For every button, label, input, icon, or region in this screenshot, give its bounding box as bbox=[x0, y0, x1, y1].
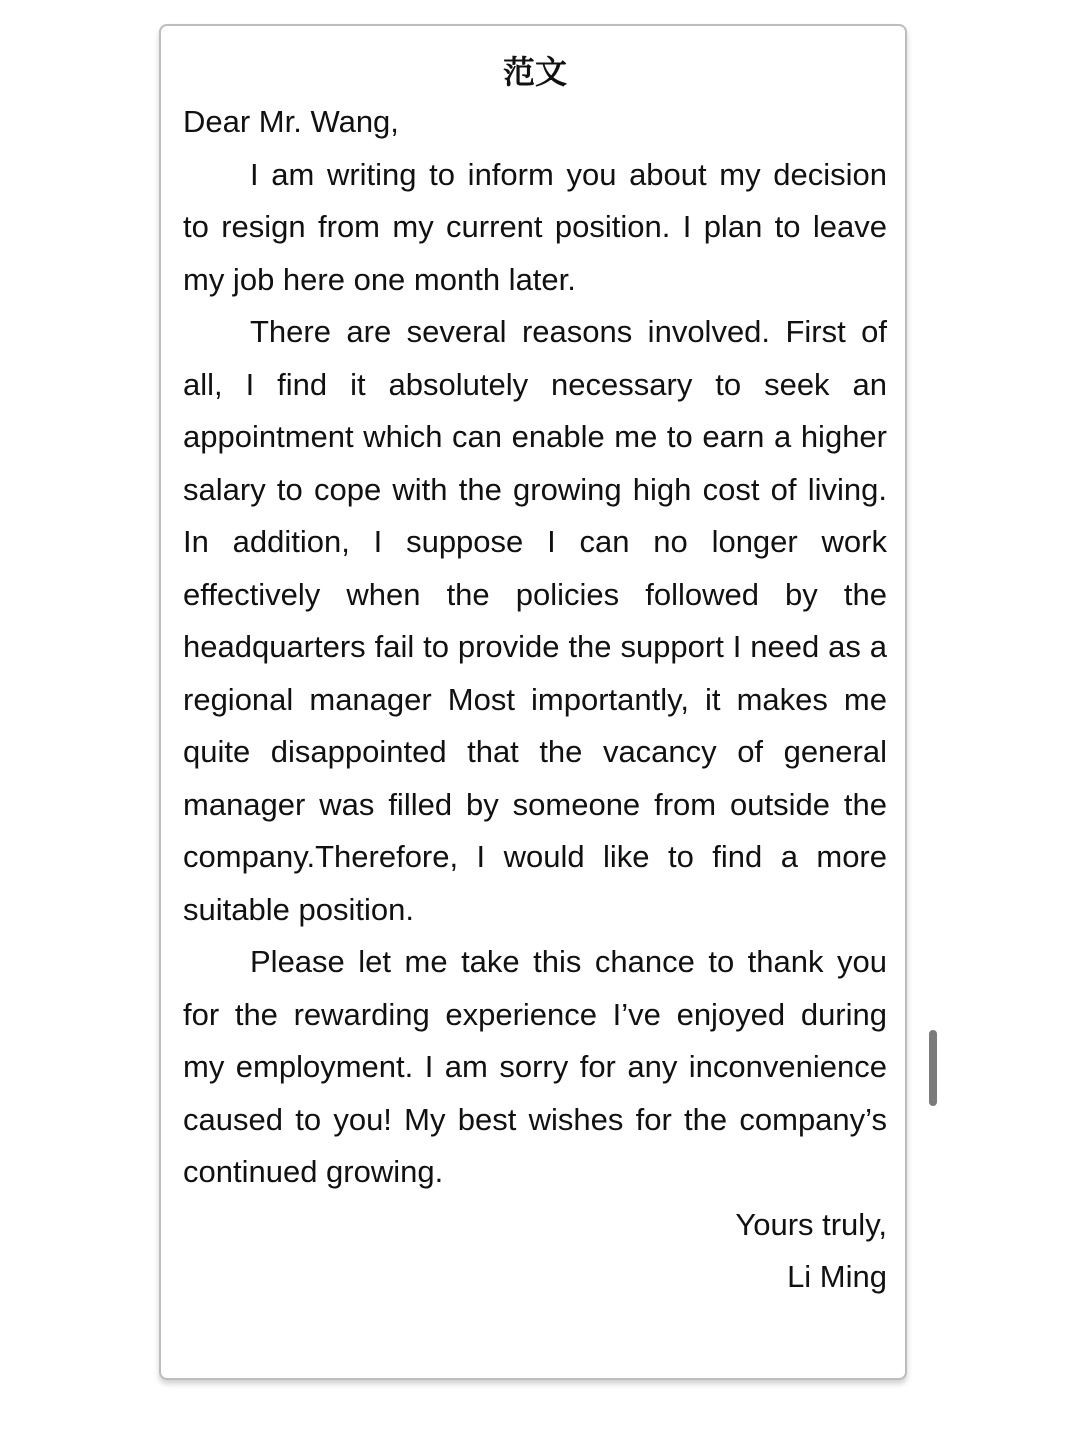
document-title: 范文 bbox=[502, 53, 567, 91]
paragraph-1: I am writing to inform you about my decision to resign from my current position. I plan to leave my job here one month later. bbox=[183, 156, 887, 297]
signature: Li Ming bbox=[787, 1259, 887, 1294]
document-content bbox=[183, 50, 887, 1304]
paragraph-2: There are several reasons involved. First of all, I find it absolutely necessary to seek an appointment which can enable me to earn a higher salary to cope with the growing high cost of living. In addition, I suppose I can no longer work effectively when the policies followed by the headquarters fail to provide the support I need as a regional manager Most importantly, it makes me quite disappointed that the vacancy of general manager was filled by someone from outside the company.Therefore, I would like to find a more suitable position. bbox=[183, 314, 887, 927]
salutation: Dear Mr. Wang, bbox=[183, 104, 399, 139]
vertical-scrollbar[interactable] bbox=[929, 1030, 937, 1106]
paragraph-3: Please let me take this chance to thank you for the rewarding experience I’ve enjoyed during my employment. I am sorry for any inconvenience caused to you! My best wishes for the company’s continued growing. bbox=[183, 944, 887, 1189]
document-card bbox=[159, 24, 907, 1380]
closing: Yours truly, bbox=[735, 1206, 887, 1242]
